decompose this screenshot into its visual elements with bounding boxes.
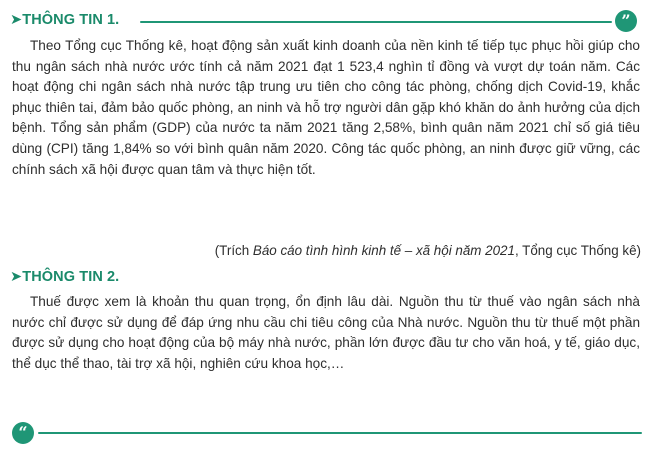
source-title: Báo cáo tình hình kinh tế – xã hội năm 2021	[252, 243, 515, 258]
section1-body: Theo Tổng cục Thống kê, hoạt động sản xuất kinh doanh của nền kinh tế tiếp tục phục hồi giúp cho thu ngân sách nhà nước ước tính cả năm 2021 đạt 1 523,4 nghìn tỉ đồng và vượt dự toán năm. Các hoạt động chi ngân sách nhà nước tập trung ưu tiên cho công tác phòng, chống dịch Covid-19, khắc phục thiên tai, đảm bảo quốc phòng, an ninh và hỗ trợ người dân gặp khó khăn do ảnh hưởng của dịch bệnh. Tổng sản phẩm (GDP) của nước ta năm 2021 tăng 2,58%, bình quân năm 2021 chỉ số giá tiêu dùng (CPI) tăng 1,84% so với bình quân năm 2020. Công tác quốc phòng, an ninh được giữ vững, các chính sách xã hội được quan tâm và thực hiện tốt.	[12, 38, 640, 177]
bottom-rule	[38, 432, 642, 434]
section2-paragraph	[12, 292, 640, 374]
section1-heading: ➤THÔNG TIN 1.	[10, 12, 120, 28]
section2-heading: ➤THÔNG TIN 2.	[10, 269, 120, 285]
quote-open-icon: “	[12, 422, 34, 444]
section1-rule	[140, 21, 612, 23]
source-prefix: (Trích	[214, 243, 253, 258]
section2-body: Thuế được xem là khoản thu quan trọng, ổn định lâu dài. Nguồn thu từ thuế vào ngân sách nhà nước chỉ được sử dụng để đáp ứng nhu cầu chi tiêu công của Nhà nước. Nguồn thu từ thuế một phần được sử dụng cho hoạt động của bộ máy nhà nước, phần lớn được đầu tư cho văn hoá, y tế, giáo dục, thể dục thể thao, tài trợ xã hội, nghiên cứu khoa học,…	[12, 294, 640, 371]
section1-paragraph	[12, 36, 640, 180]
source-suffix: , Tổng cục Thống kê)	[514, 243, 641, 258]
quote-close-icon: ”	[615, 10, 637, 32]
section1-heading-row	[10, 9, 119, 31]
section2-heading-row	[10, 266, 119, 288]
section1-source	[215, 243, 641, 258]
